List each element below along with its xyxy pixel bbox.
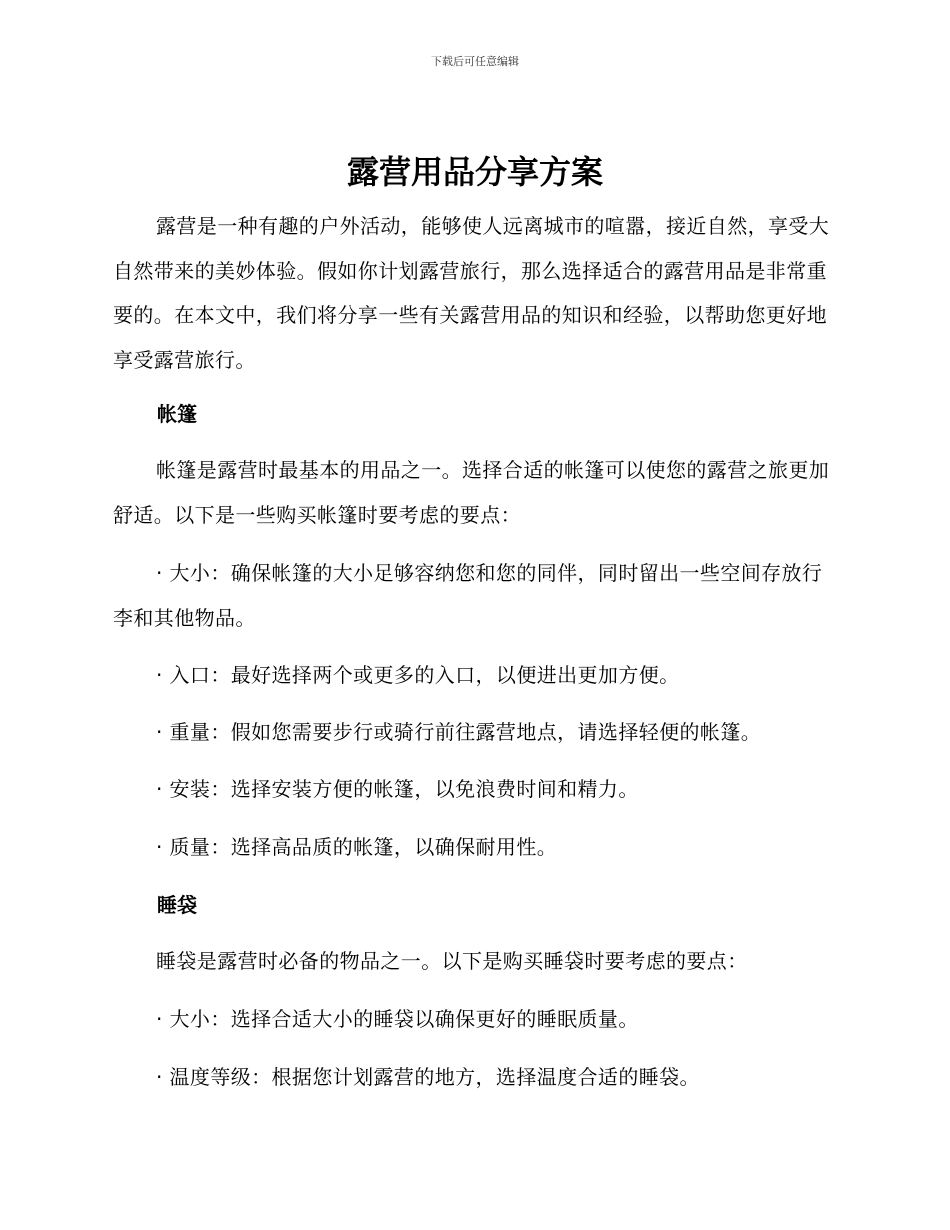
tent-bullet-setup: · 安装：选择安装方便的帐篷，以免浪费时间和精力。 xyxy=(156,777,639,801)
page-header-note: 下载后可任意编辑 xyxy=(431,55,519,68)
sleeping-bag-bullet-size: · 大小：选择合适大小的睡袋以确保更好的睡眠质量。 xyxy=(156,1007,639,1031)
sleeping-bag-heading: 睡袋 xyxy=(157,893,197,917)
tent-bullet-weight: · 重量：假如您需要步行或骑行前往露营地点，请选择轻便的帐篷。 xyxy=(156,720,762,744)
tent-bullet-quality: · 质量：选择高品质的帐篷，以确保耐用性。 xyxy=(156,835,558,859)
sleeping-bag-bullet-temperature: · 温度等级：根据您计划露营的地方，选择温度合适的睡袋。 xyxy=(156,1065,700,1089)
intro-paragraph: 露营是一种有趣的户外活动，能够使人远离城市的喧嚣，接近自然，享受大自然带来的美妙体验。假如你计划露营旅行，那么选择适合的露营用品是非常重要的。在本文中，我们将分享一些有关露营用品的知识和经验，以帮助您更好地享受露营旅行。 xyxy=(113,214,830,372)
tent-intro-paragraph: 帐篷是露营时最基本的用品之一。选择合适的帐篷可以使您的露营之旅更加舒适。以下是一些购买帐篷时要考虑的要点： xyxy=(113,458,830,527)
document-title: 露营用品分享方案 xyxy=(346,153,603,191)
sleeping-bag-intro-paragraph: 睡袋是露营时必备的物品之一。以下是购买睡袋时要考虑的要点： xyxy=(156,949,748,973)
tent-bullet-size: · 大小：确保帐篷的大小足够容纳您和您的同伴，同时留出一些空间存放行李和其他物品。 xyxy=(113,561,823,630)
tent-heading: 帐篷 xyxy=(157,402,197,426)
tent-bullet-entrance: · 入口：最好选择两个或更多的入口，以便进出更加方便。 xyxy=(156,663,680,687)
